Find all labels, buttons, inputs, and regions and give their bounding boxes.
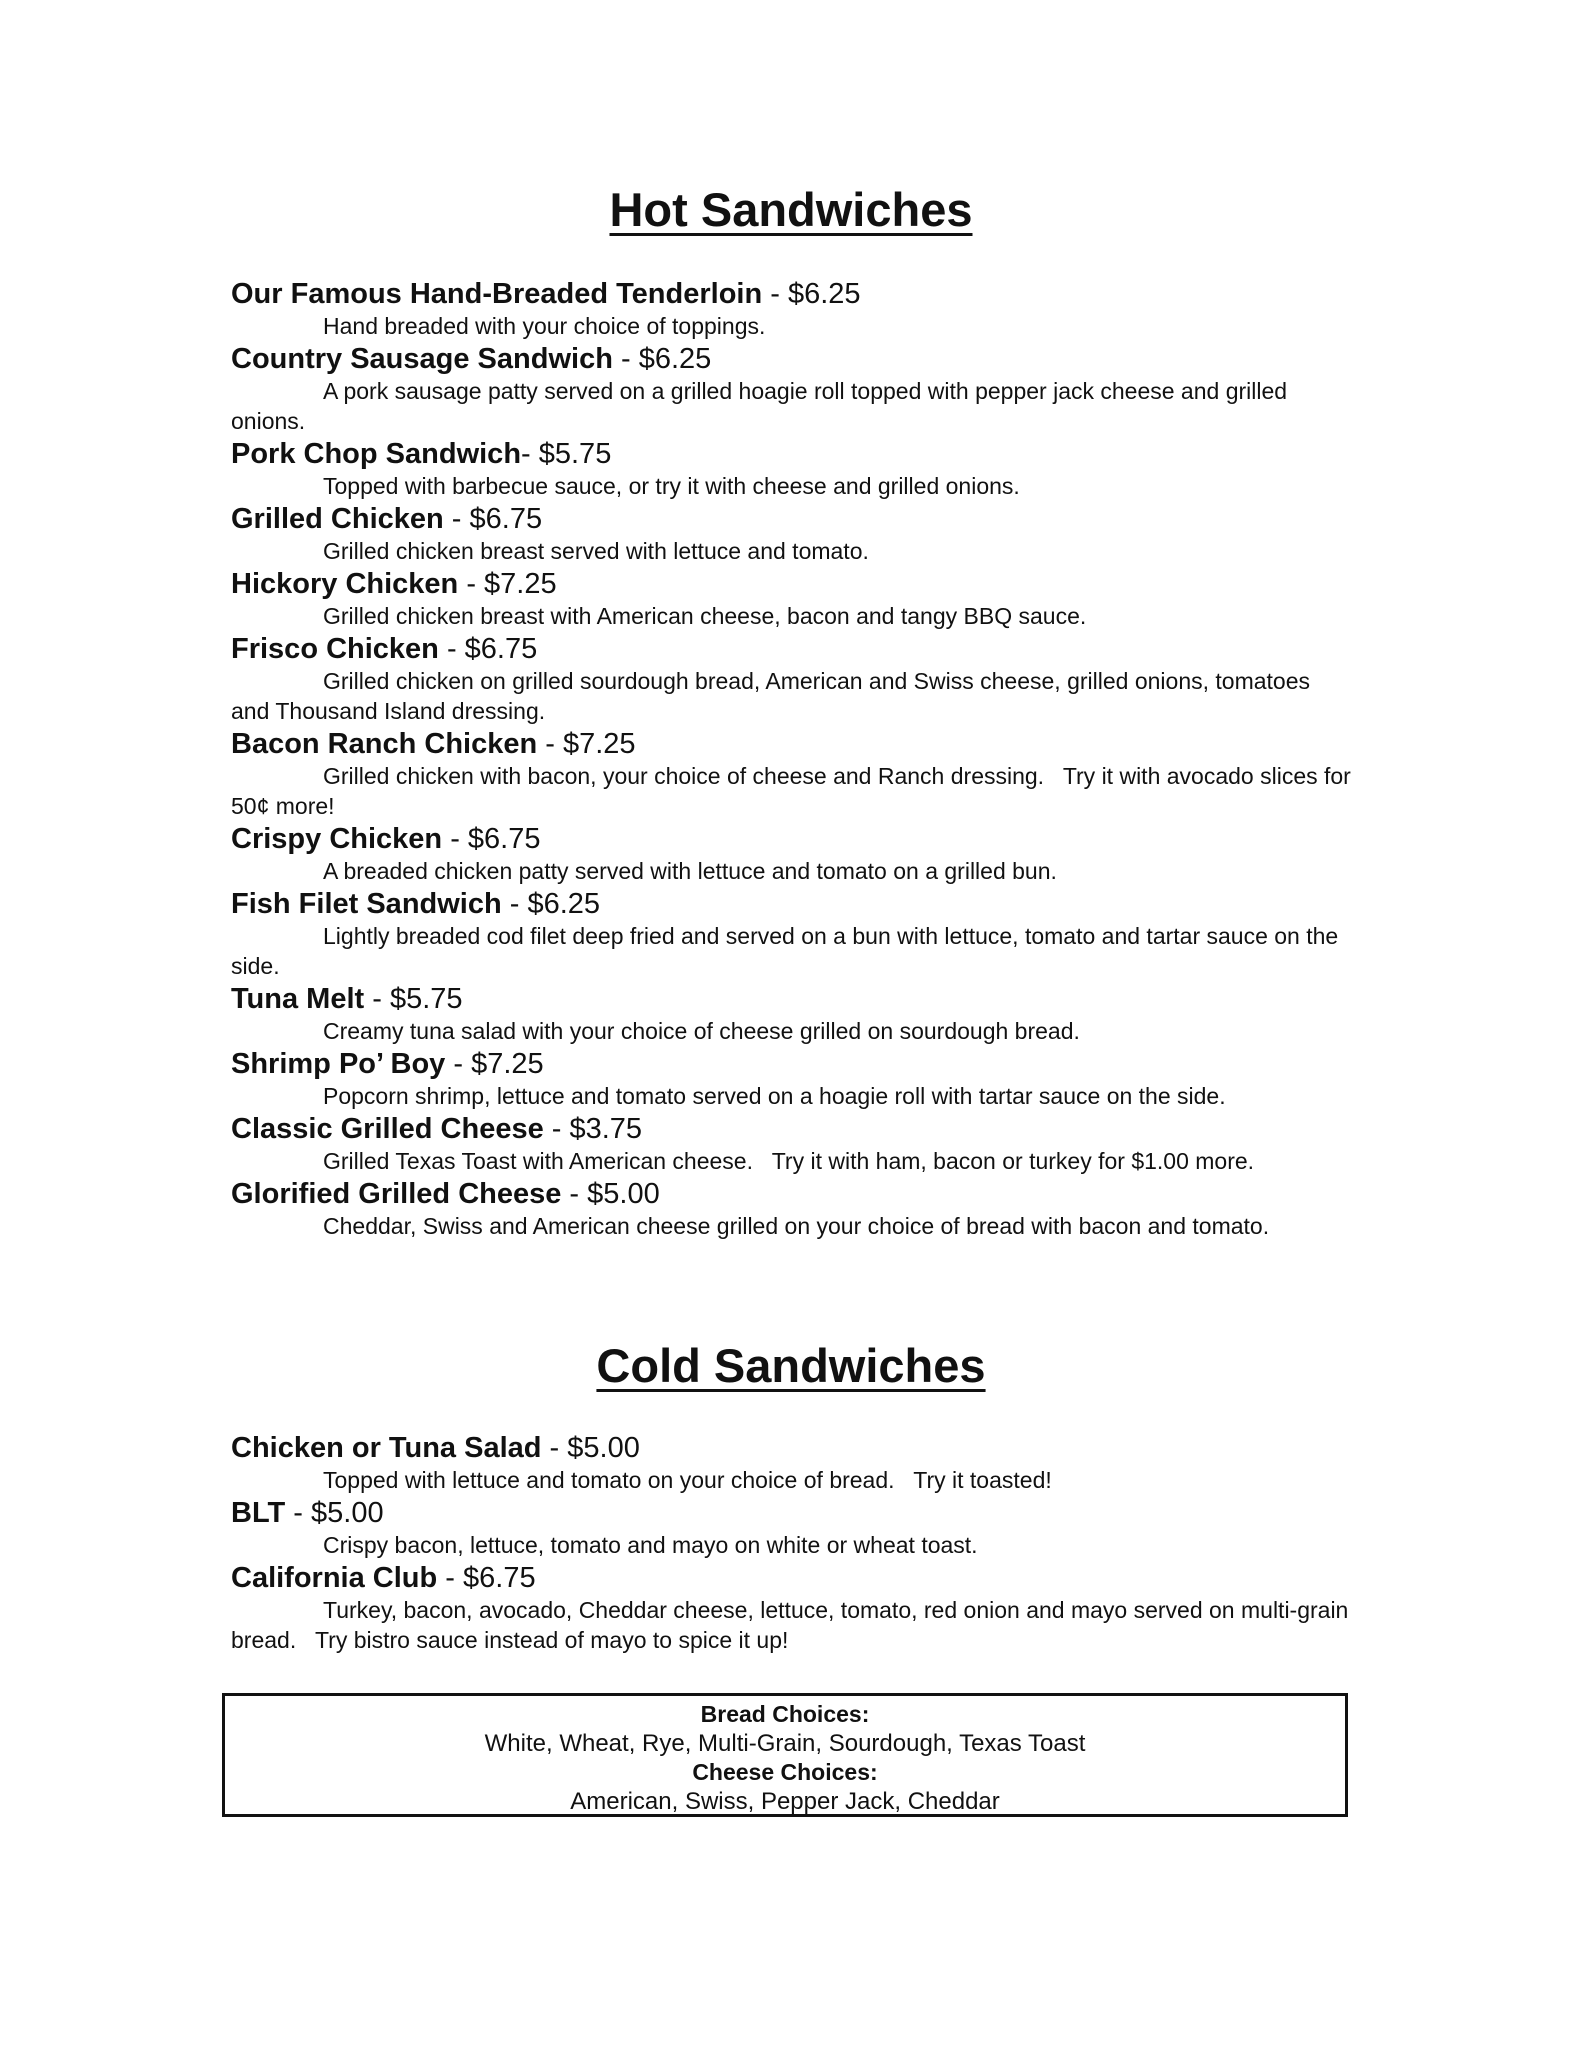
item-price: - $6.25 [612, 343, 712, 375]
item-name: Frisco Chicken [231, 633, 439, 665]
item-price: - $5.75 [521, 438, 612, 470]
item-price: - $6.75 [442, 823, 541, 855]
menu-item [231, 278, 1351, 341]
item-name: Pork Chop Sandwich [231, 438, 522, 470]
item-description: Grilled Texas Toast with American cheese. Try it with ham, bacon or turkey for $1.00 more. [323, 1148, 1255, 1174]
item-name: Country Sausage Sandwich [231, 343, 613, 375]
menu-item [231, 983, 1351, 1046]
menu-item [231, 1048, 1351, 1111]
bread-choices-label: Bread Choices: [700, 1701, 870, 1727]
item-price: - $7.25 [445, 1048, 544, 1080]
item-price: - $5.00 [541, 1432, 640, 1464]
item-price: - $6.75 [437, 1562, 536, 1594]
menu-item [231, 438, 1351, 501]
item-price: - $6.75 [438, 633, 538, 665]
menu-item [231, 823, 1351, 886]
menu-item [231, 343, 1351, 436]
item-price: - $6.25 [501, 888, 601, 920]
item-name: Bacon Ranch Chicken [231, 728, 538, 760]
item-description: Crispy bacon, lettuce, tomato and mayo on white or wheat toast. [323, 1532, 978, 1558]
item-price: - $5.00 [285, 1497, 384, 1529]
menu-item [231, 728, 1358, 821]
item-name: BLT [231, 1497, 286, 1529]
cheese-choices-list: American, Swiss, Pepper Jack, Cheddar [570, 1788, 1000, 1815]
item-description: Grilled chicken with bacon, your choice of cheese and Ranch dressing. Try it with avocado slices for 50¢ more! [231, 763, 1358, 819]
item-name: Shrimp Po’ Boy [231, 1048, 446, 1080]
cold-sandwiches-list [231, 1432, 1355, 1657]
menu-item [231, 1562, 1355, 1655]
item-name: California Club [231, 1562, 438, 1594]
menu-item [231, 633, 1351, 726]
hot-sandwiches-heading [0, 182, 1582, 238]
item-name: Glorified Grilled Cheese [231, 1178, 562, 1210]
cold-sandwiches-heading [0, 1338, 1582, 1394]
item-description: Cheddar, Swiss and American cheese grilled on your choice of bread with bacon and tomato. [323, 1213, 1270, 1239]
item-price: - $6.75 [443, 503, 543, 535]
item-price: - $3.75 [543, 1113, 643, 1145]
hot-sandwiches-list [231, 278, 1358, 1243]
item-description: Topped with lettuce and tomato on your choice of bread. Try it toasted! [323, 1467, 1052, 1493]
item-name: Tuna Melt [231, 983, 365, 1015]
item-price: - $7.25 [458, 568, 557, 600]
item-description: Lightly breaded cod filet deep fried and served on a bun with lettuce, tomato and tartar sauce on the side. [231, 923, 1339, 979]
item-name: Crispy Chicken [231, 823, 443, 855]
menu-item [231, 503, 1351, 566]
cheese-choices-label: Cheese Choices: [692, 1759, 878, 1785]
item-name: Fish Filet Sandwich [231, 888, 502, 920]
item-price: - $5.00 [561, 1178, 660, 1210]
item-description: Grilled chicken on grilled sourdough bread, American and Swiss cheese, grilled onions, tomatoes and Thousand Island dressing. [231, 668, 1310, 724]
menu-item [231, 1497, 1351, 1560]
item-name: Grilled Chicken [231, 503, 444, 535]
item-name: Chicken or Tuna Salad [231, 1432, 542, 1464]
item-description: Grilled chicken breast with American cheese, bacon and tangy BBQ sauce. [323, 603, 1087, 629]
item-description: Hand breaded with your choice of toppings. [323, 313, 766, 339]
menu-item [231, 888, 1351, 981]
menu-item [231, 1113, 1351, 1176]
item-name: Hickory Chicken [231, 568, 459, 600]
item-description: Topped with barbecue sauce, or try it with cheese and grilled onions. [323, 473, 1020, 499]
item-description: A breaded chicken patty served with lettuce and tomato on a grilled bun. [323, 858, 1057, 884]
item-description: Creamy tuna salad with your choice of cheese grilled on sourdough bread. [323, 1018, 1080, 1044]
menu-item [231, 1432, 1351, 1495]
item-name: Classic Grilled Cheese [231, 1113, 544, 1145]
item-price: - $5.75 [364, 983, 463, 1015]
cold-sandwiches-title: Cold Sandwiches [596, 1339, 986, 1392]
item-description: A pork sausage patty served on a grilled hoagie roll topped with pepper jack cheese and grilled onions. [231, 378, 1288, 434]
hot-sandwiches-title: Hot Sandwiches [609, 183, 973, 236]
item-name: Our Famous Hand-Breaded Tenderloin [231, 278, 763, 310]
bread-choices-list: White, Wheat, Rye, Multi-Grain, Sourdough, Texas Toast [484, 1730, 1086, 1757]
item-price: - $6.25 [762, 278, 861, 310]
item-description: Grilled chicken breast served with lettuce and tomato. [323, 538, 869, 564]
choices-box [222, 1693, 1348, 1817]
item-description: Turkey, bacon, avocado, Cheddar cheese, lettuce, tomato, red onion and mayo served on multi-grain bread. Try bistro sauce instead of mayo to spice it up! [231, 1597, 1355, 1653]
item-description: Popcorn shrimp, lettuce and tomato served on a hoagie roll with tartar sauce on the side. [323, 1083, 1226, 1109]
menu-item [231, 1178, 1351, 1241]
item-price: - $7.25 [537, 728, 636, 760]
menu-item [231, 568, 1351, 631]
